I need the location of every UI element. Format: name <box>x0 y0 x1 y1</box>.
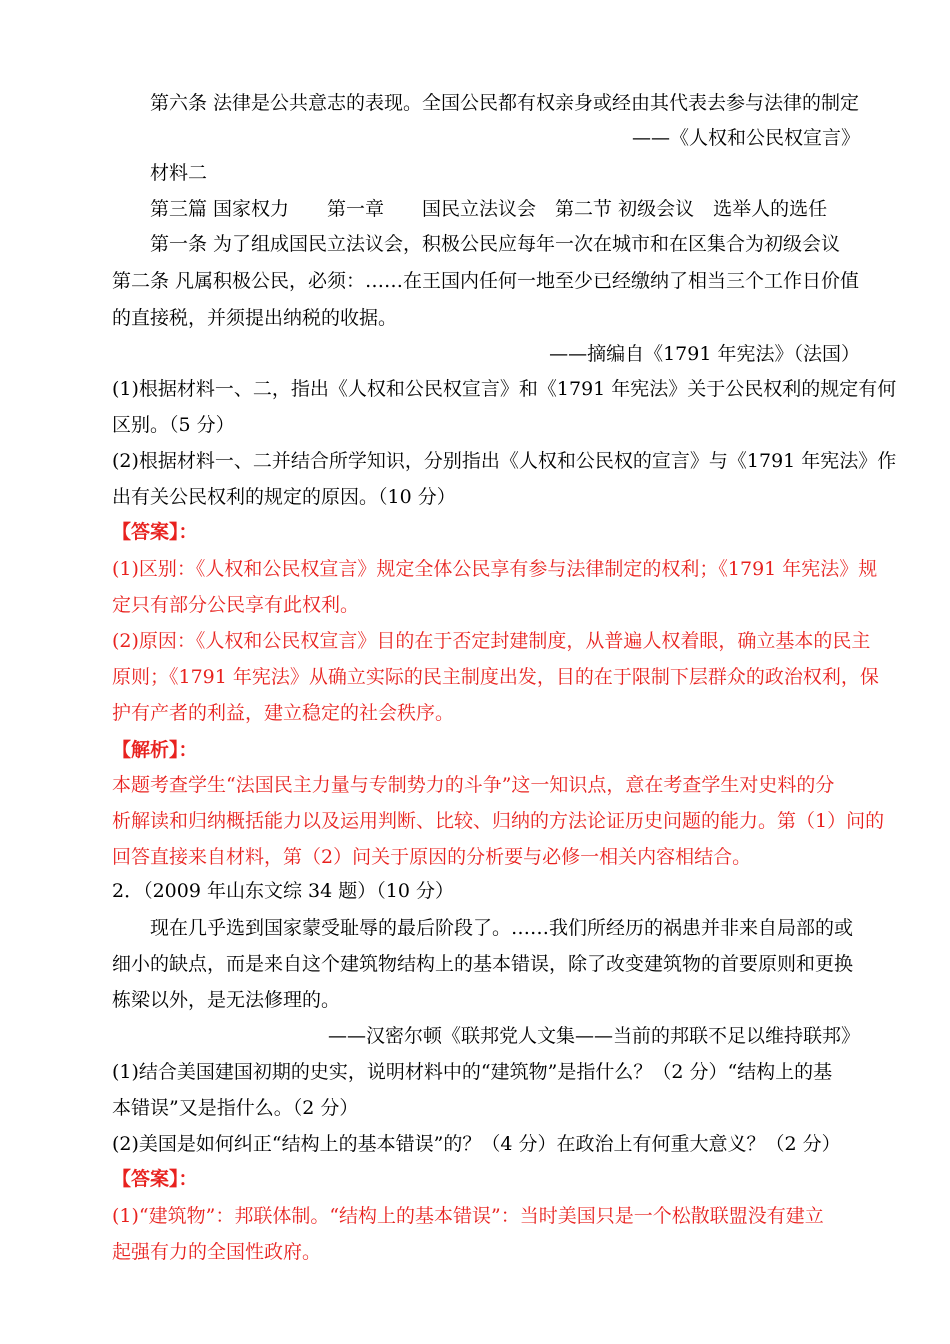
material2-article2-line2: 的直接税，并须提出纳税的收据。 <box>112 307 398 329</box>
q2-source: ——汉密尔顿《联邦党人文集——当前的邦联不足以维持联邦》 <box>327 1025 860 1047</box>
q2-header: 2．（2009 年山东文综 34 题）（10 分） <box>112 880 454 902</box>
material2-title: 材料二 <box>150 162 208 184</box>
q2-material-line3: 栋梁以外，是无法修理的。 <box>112 989 341 1011</box>
question2-line1: (2)根据材料一、二并结合所学知识，分别指出《人权和公民权的宣言》与《1791 年宪法》作 <box>112 450 897 472</box>
q2-question1-line2: 本错误”又是指什么。（2 分） <box>112 1097 359 1119</box>
analysis-line1: 本题考查学生“法国民主力量与专制势力的斗争”这一知识点，意在考查学生对史料的分 <box>112 774 835 796</box>
answer2-line2: 原则；《1791 年宪法》从确立实际的民主制度出发，目的在于限制下层群众的政治权利，保 <box>112 666 879 688</box>
q2-answer-label: 【答案】： <box>112 1168 198 1190</box>
q2-material-line2: 细小的缺点，而是来自这个建筑物结构上的基本错误，除了改变建筑物的首要原则和更换 <box>112 953 854 975</box>
analysis-line2: 析解读和归纳概括能力以及运用判断、比较、归纳的方法论证历史问题的能力。第（1）问的 <box>112 810 885 832</box>
answer2-line3: 护有产者的利益，建立稳定的社会秩序。 <box>112 702 455 724</box>
question1-line1: (1)根据材料一、二，指出《人权和公民权宣言》和《1791 年宪法》关于公民权利的规定有何 <box>112 378 897 400</box>
answer1-line2: 定只有部分公民享有此权利。 <box>112 594 360 616</box>
analysis-label: 【解析】： <box>112 739 198 761</box>
question1-line2: 区别。（5 分） <box>112 414 235 436</box>
q2-answer1-line2: 起强有力的全国性政府。 <box>112 1241 322 1263</box>
analysis-line3: 回答直接来自材料，第（2）问关于原因的分析要与必修一相关内容相结合。 <box>112 846 752 868</box>
material1-article6: 第六条 法律是公共意志的表现。全国公民都有权亲身或经由其代表去参与法律的制定 <box>150 92 860 114</box>
answer2-line1: (2)原因：《人权和公民权宣言》目的在于否定封建制度，从普遍人权着眼，确立基本的民主 <box>112 630 871 652</box>
question2-line2: 出有关公民权利的规定的原因。（10 分） <box>112 486 456 508</box>
material2-source: ——摘编自《1791 年宪法》（法国） <box>549 343 860 365</box>
material2-article1: 第一条 为了组成国民立法议会，积极公民应每年一次在城市和在区集合为初级会议 <box>150 233 841 255</box>
material1-source: ——《人权和公民权宣言》 <box>631 127 860 149</box>
q2-question1-line1: (1)结合美国建国初期的史实，说明材料中的“建筑物”是指什么？（2 分）“结构上的基 <box>112 1061 833 1083</box>
answer1-line1: (1)区别：《人权和公民权宣言》规定全体公民享有参与法律制定的权利；《1791 年宪法》规 <box>112 558 878 580</box>
q2-answer1-line1: (1)“建筑物”：邦联体制。“结构上的基本错误”：当时美国只是一个松散联盟没有建立 <box>112 1205 824 1227</box>
material2-article2-line1: 第二条 凡属积极公民，必须：……在王国内任何一地至少已经缴纳了相当三个工作日价值 <box>112 270 860 292</box>
material2-heading: 第三篇 国家权力 第一章 国民立法议会 第二节 初级会议 选举人的选任 <box>150 198 828 220</box>
answer-label: 【答案】： <box>112 521 198 543</box>
q2-material-line1: 现在几乎选到国家蒙受耻辱的最后阶段了。……我们所经历的祸患并非来自局部的或 <box>150 917 854 939</box>
q2-question2-line1: (2)美国是如何纠正“结构上的基本错误”的？（4 分）在政治上有何重大意义？（2 分） <box>112 1133 841 1155</box>
